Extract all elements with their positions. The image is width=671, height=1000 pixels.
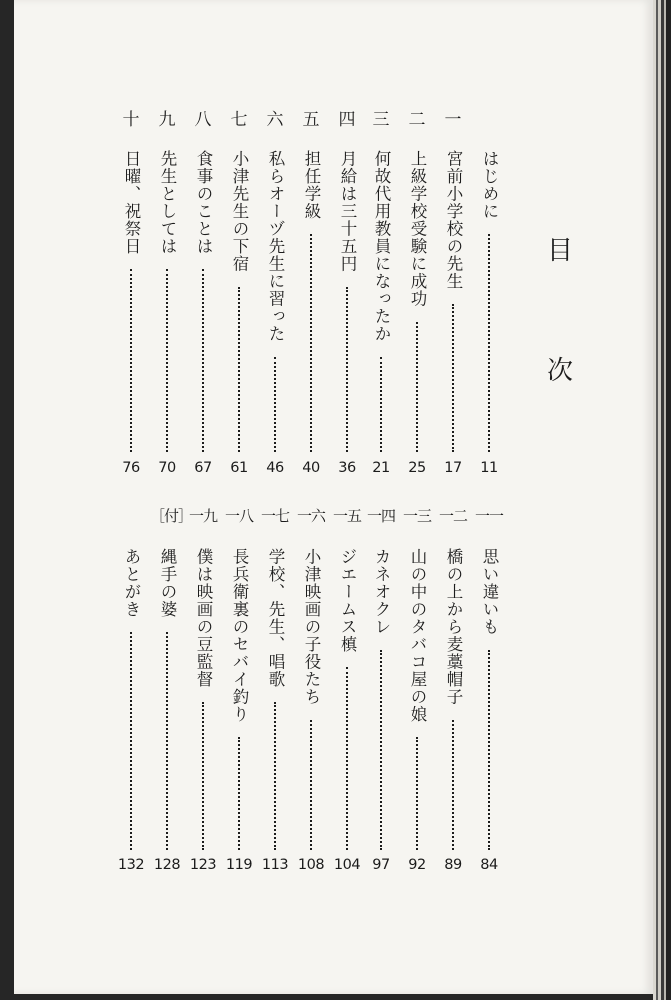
chapter-number: 一 [444, 110, 462, 130]
dot-leader [166, 269, 168, 452]
page-number: 76 [122, 460, 140, 476]
chapter-number: 一一 [474, 507, 503, 525]
page-number: 97 [372, 857, 390, 873]
dot-leader [238, 287, 240, 452]
chapter-title: 思い違いも [480, 548, 499, 636]
chapter-title: 先生としては [158, 150, 177, 255]
title-char-1: 目 [546, 236, 573, 266]
dot-leader [416, 737, 418, 850]
chapter-number: 三 [372, 110, 390, 130]
chapter-title: 長兵衛裏のセバイ釣り [230, 548, 249, 723]
page-number: 36 [338, 460, 356, 476]
chapter-title: 何故代用教員になったか [372, 150, 391, 343]
dot-leader [202, 269, 204, 452]
dot-leader [346, 287, 348, 452]
chapter-number: 一五 [332, 507, 361, 525]
chapter-title: 私らオーヅ先生に習った [266, 150, 285, 343]
page-number: 108 [297, 857, 325, 873]
chapter-number: 一六 [296, 507, 325, 525]
chapter-title: あとがき [122, 548, 141, 618]
chapter-number: 四 [338, 110, 356, 130]
page-number: 21 [372, 460, 390, 476]
dot-leader [238, 737, 240, 850]
page-number: 17 [444, 460, 462, 476]
chapter-number: 一九 [188, 507, 217, 525]
dot-leader [274, 702, 276, 850]
dot-leader [380, 357, 382, 452]
dot-leader [488, 650, 490, 850]
chapter-number: ［付］ [150, 507, 193, 525]
title-char-2: 次 [546, 356, 573, 386]
chapter-title: 日曜、祝祭日 [122, 150, 141, 255]
chapter-title: 小津先生の下宿 [230, 150, 249, 273]
chapter-title: はじめに [480, 150, 499, 220]
chapter-title: ジエームス槙 [338, 548, 357, 653]
page-number: 89 [444, 857, 462, 873]
chapter-title: 学校、先生、唱歌 [266, 548, 285, 688]
chapter-number: 六 [266, 110, 284, 130]
page-number: 84 [480, 857, 498, 873]
page-edge [653, 0, 671, 1000]
chapter-title: 山の中のタバコ屋の娘 [408, 548, 427, 723]
page-number: 119 [225, 857, 253, 873]
dot-leader [346, 667, 348, 850]
dot-leader [310, 720, 312, 850]
dot-leader [130, 632, 132, 850]
dot-leader [202, 702, 204, 850]
chapter-title: 担任学級 [302, 150, 321, 220]
page-number: 132 [117, 857, 145, 873]
chapter-title: 食事のことは [194, 150, 213, 255]
dot-leader [274, 357, 276, 452]
dot-leader [416, 322, 418, 452]
chapter-title: 橋の上から麦藁帽子 [444, 548, 463, 706]
chapter-number: 一七 [260, 507, 289, 525]
chapter-number: 二 [408, 110, 426, 130]
dot-leader [130, 269, 132, 452]
chapter-title: 宮前小学校の先生 [444, 150, 463, 290]
chapter-title: 上級学校受験に成功 [408, 150, 427, 308]
chapter-number: 九 [158, 110, 176, 130]
page-number: 67 [194, 460, 212, 476]
dot-leader [452, 720, 454, 850]
chapter-number: 一二 [438, 507, 467, 525]
chapter-title: 縄手の婆 [158, 548, 177, 618]
chapter-number: 十 [122, 110, 140, 130]
dot-leader [310, 234, 312, 452]
chapter-title: カネオクレ [372, 548, 391, 636]
chapter-number: 一八 [224, 507, 253, 525]
page-number: 70 [158, 460, 176, 476]
page-number: 40 [302, 460, 320, 476]
page-number: 46 [266, 460, 284, 476]
chapter-number: 一三 [402, 507, 431, 525]
chapter-number: 七 [230, 110, 248, 130]
chapter-number: 八 [194, 110, 212, 130]
dot-leader [380, 650, 382, 850]
page-number: 92 [408, 857, 426, 873]
page-number: 61 [230, 460, 248, 476]
chapter-number: 一四 [366, 507, 395, 525]
page-number: 104 [333, 857, 361, 873]
dot-leader [452, 304, 454, 452]
page-number: 123 [189, 857, 217, 873]
page-number: 113 [261, 857, 289, 873]
page-number: 25 [408, 460, 426, 476]
dot-leader [488, 234, 490, 452]
chapter-number: 五 [302, 110, 320, 130]
dot-leader [166, 632, 168, 850]
page-number: 128 [153, 857, 181, 873]
chapter-title: 月給は三十五円 [338, 150, 357, 273]
page-number: 11 [480, 460, 498, 476]
chapter-title: 小津映画の子役たち [302, 548, 321, 706]
chapter-title: 僕は映画の豆監督 [194, 548, 213, 688]
